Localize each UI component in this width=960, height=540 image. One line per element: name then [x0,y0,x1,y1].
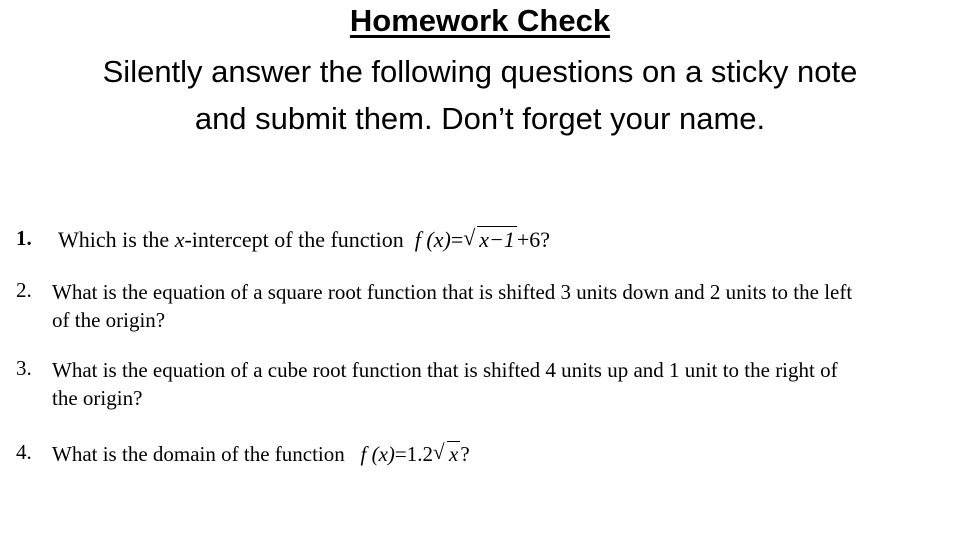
slide-header [0,0,960,142]
question-1-x-variable: x [174,227,185,252]
question-1-function-name: f (x) [414,227,451,252]
question-4-radicand: x [449,442,459,466]
question-2-line-2: of the origin? [52,308,166,332]
slide-title: Homework Check [349,3,611,38]
question-1-square-root [463,226,517,254]
question-3-line-2: the origin? [52,386,143,410]
question-1-radicand: x−1 [479,227,515,252]
question-3-number: 3. [16,356,32,380]
question-4-function-name: f (x) [360,442,395,466]
question-1-text-before: Which is the [58,227,170,252]
question-4-text: What is the domain of the function [52,442,345,466]
radical-sign-icon: √ [433,440,445,464]
question-4-number: 4. [16,440,32,464]
radical-sign-icon: √ [463,225,476,250]
question-3-body [52,356,952,412]
question-1-body [58,226,958,254]
question-1-question-mark: ? [540,227,551,252]
question-1-text-after: -intercept of the function [184,227,404,252]
question-3-line-1: What is the equation of a cube root function that is shifted 4 units up and 1 unit to the right of [52,358,838,382]
question-1-equals: = [450,227,464,252]
question-4-question-mark: ? [460,442,470,466]
question-4-coefficient: =1.2 [394,442,434,466]
instructions-text: Silently answer the following questions on a sticky note and submit them. Don’t forget your name. [102,54,858,136]
question-1-constant: +6 [516,227,541,252]
question-2-number: 2. [16,278,32,302]
question-2-body [52,278,952,334]
question-4-body [52,440,952,468]
question-2-line-1: What is the equation of a square root function that is shifted 3 units down and 2 units to the left [52,280,853,304]
question-1-number: 1. [16,226,32,250]
question-4-square-root [433,440,460,468]
